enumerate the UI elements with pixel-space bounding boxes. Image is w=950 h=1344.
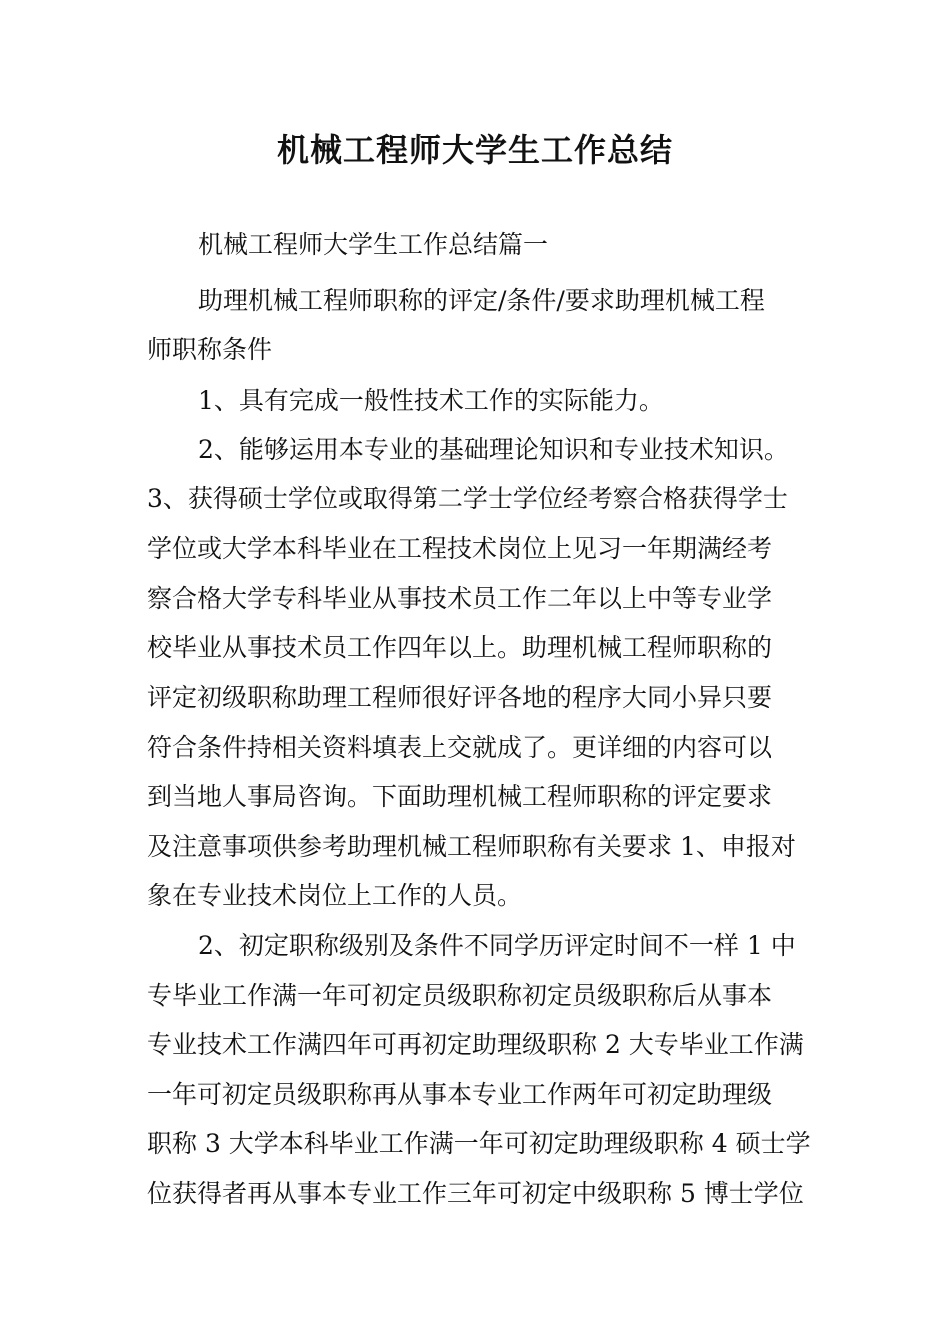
- paragraph-line: 符合条件持相关资料填表上交就成了。更详细的内容可以: [147, 733, 773, 762]
- paragraph-line: 1、具有完成一般性技术工作的实际能力。: [198, 386, 664, 415]
- paragraph-line: 到当地人事局咨询。下面助理机械工程师职称的评定要求: [147, 782, 773, 811]
- paragraph-line: 2、初定职称级别及条件不同学历评定时间不一样 1 中: [198, 931, 796, 960]
- paragraph-line: 学位或大学本科毕业在工程技术岗位上见习一年期满经考: [147, 534, 773, 563]
- paragraph-line: 2、能够运用本专业的基础理论知识和专业技术知识。: [198, 435, 789, 464]
- paragraph-line: 职称 3 大学本科毕业工作满一年可初定助理级职称 4 硕士学: [147, 1129, 811, 1158]
- paragraph-line: 专业技术工作满四年可再初定助理级职称 2 大专毕业工作满: [147, 1030, 804, 1059]
- paragraph-line: 师职称条件: [147, 335, 273, 364]
- paragraph-line: 及注意事项供参考助理机械工程师职称有关要求 1、申报对: [147, 832, 796, 861]
- paragraph-line: 一年可初定员级职称再从事本专业工作两年可初定助理级: [147, 1080, 773, 1109]
- paragraph-line: 3、获得硕士学位或取得第二学士学位经考察合格获得学士: [147, 484, 788, 513]
- paragraph-line: 助理机械工程师职称的评定/条件/要求助理机械工程: [198, 286, 765, 315]
- paragraph-line: 位获得者再从事本专业工作三年可初定中级职称 5 博士学位: [147, 1179, 804, 1208]
- paragraph-line: 察合格大学专科毕业从事技术员工作二年以上中等专业学: [147, 584, 773, 613]
- paragraph-line: 校毕业从事技术员工作四年以上。助理机械工程师职称的: [147, 633, 773, 662]
- paragraph-line: 象在专业技术岗位上工作的人员。: [147, 881, 523, 910]
- section-heading: 机械工程师大学生工作总结篇一: [198, 230, 549, 259]
- paragraph-line: 专毕业工作满一年可初定员级职称初定员级职称后从事本: [147, 981, 773, 1010]
- paragraph-line: 评定初级职称助理工程师很好评各地的程序大同小异只要: [147, 683, 773, 712]
- document-title: 机械工程师大学生工作总结: [276, 131, 673, 169]
